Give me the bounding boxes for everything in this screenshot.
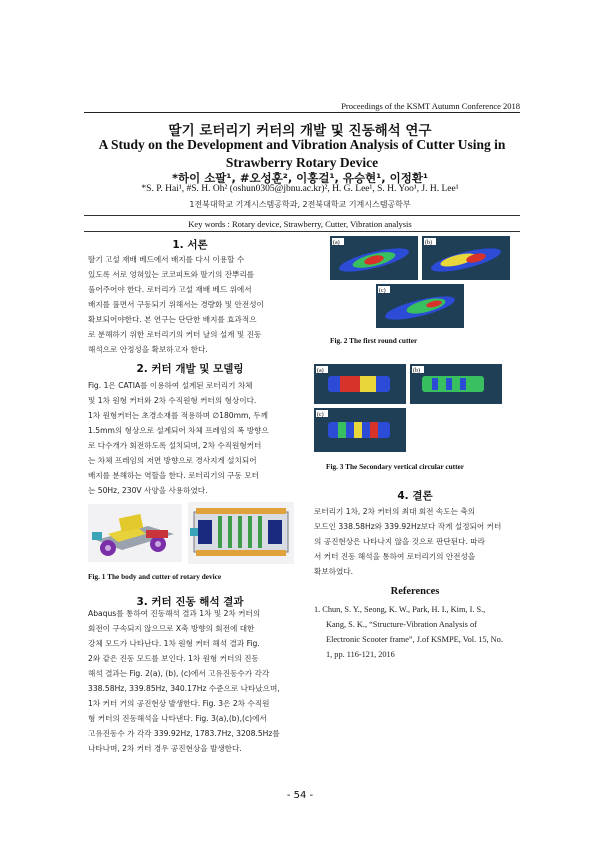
- text-line: 강체 모드가 나타난다. 1차 원형 커터 해석 결과 Fig.: [88, 639, 260, 648]
- section-modeling-body: [88, 378, 294, 498]
- panel-label-a: (a): [317, 368, 324, 374]
- section-analysis-body: [88, 606, 294, 756]
- text-line: 로 다수개가 회전하도록 설치되며, 2차 수직원형커터: [88, 441, 262, 450]
- text-line: 2와 같은 진동 모드를 보인다. 1차 원형 커터의 진동: [88, 654, 259, 663]
- text-line: 의 공진현상은 나타나지 않을 것으로 판단된다. 따라: [314, 537, 485, 546]
- header-rule: [84, 112, 520, 113]
- korean-authors: *하이 소팔¹, #오성훈², 이홍걸¹, 유승현¹, 이정환¹: [171, 171, 429, 185]
- fig2-fem-render: [330, 236, 510, 328]
- keywords-rule-top: [84, 215, 520, 216]
- reference-line: Electronic Scooter frame”, J.of KSMPE, Vol. 15, No.: [326, 635, 503, 644]
- fig1-caption: Fig. 1 The body and cutter of rotary device: [88, 572, 222, 581]
- references-list: [314, 602, 520, 662]
- text-line: 나타나며, 2차 커터 경우 공진현상을 발생한다.: [88, 744, 242, 753]
- keywords: Key words : Rotary device, Strawberry, Cutter, Vibration analysis: [188, 219, 412, 229]
- section-intro-body: [88, 252, 294, 357]
- keywords-rule-bottom: [84, 231, 520, 232]
- korean-title: 딸기 로터리기 커터의 개발 및 진동해석 연구: [168, 123, 432, 139]
- affiliation: 1전북대학교 기계시스템공학과, 2전북대학교 기계시스템공학부: [189, 200, 411, 209]
- text-line: 확보되어야한다. 본 연구는 단단한 배지를 효과적으: [88, 315, 257, 324]
- panel-label-a: (a): [333, 240, 340, 246]
- text-line: 해석으로 안정성을 확보하고자 한다.: [88, 345, 208, 354]
- rotary-body-render: [88, 504, 182, 562]
- english-title-line-2: Strawberry Rotary Device: [225, 155, 379, 170]
- reference-line: 1, pp. 116-121, 2016: [326, 650, 395, 659]
- text-line: 338.58Hz, 339.85Hz, 340.17Hz 수준으로 나타났으며,: [88, 684, 280, 693]
- text-line: 해석 결과는 Fig. 2(a), (b), (c)에서 고유진동수가 각각: [88, 669, 270, 678]
- rotary-cutter-render: [188, 502, 294, 564]
- fig2-image: [330, 236, 510, 328]
- fig3-caption: Fig. 3 The Secondary vertical circular cutter: [326, 462, 465, 471]
- fem-panel-b: [422, 376, 484, 392]
- text-line: Fig. 1은 CATIA를 이용하여 설계된 로터리기 차체: [88, 381, 253, 390]
- fig1-body-image: [88, 504, 182, 562]
- reference-line: 1. Chun, S. Y., Seong, K. W., Park, H. I., Kim, I. S.,: [314, 605, 486, 614]
- section-conclusion-body: [314, 504, 518, 579]
- fig1-cutter-image: [188, 502, 294, 564]
- reference-line: Kang, S. K., “Structure-Vibration Analysis of: [326, 620, 477, 629]
- fem-panel-c: [328, 422, 390, 438]
- references-heading: References: [390, 586, 440, 597]
- text-line: 로 분해하기 위한 로터리기의 커터 날의 설계 및 진동: [88, 330, 262, 339]
- text-line: 1차 원형커터는 초경소재를 적용하며 ∅180mm, 두께: [88, 411, 268, 420]
- text-line: 풀어주어야 한다. 로터리가 고설 재배 베드 위에서: [88, 285, 252, 294]
- text-line: 확보하였다.: [314, 567, 354, 576]
- page-number: - 54 -: [286, 790, 314, 801]
- text-line: 배지를 풀면서 구동되기 위해서는 경량화 및 안전성이: [88, 300, 264, 309]
- section-analysis-heading: 3. 커터 진동 해석 결과: [136, 596, 244, 608]
- text-line: 는 차체 프레임의 저면 방향으로 경사지게 설치되어: [88, 456, 257, 465]
- text-line: 형 커터의 진동해석을 나타낸다. Fig. 3(a),(b),(c)에서: [88, 714, 267, 723]
- text-line: 는 50Hz, 230V 사양을 사용하였다.: [88, 486, 208, 495]
- text-line: 로터리기 1차, 2차 커터의 최대 회전 속도는 축의: [314, 507, 476, 516]
- text-line: 고유진동수 가 각각 339.92Hz, 1783.7Hz, 3208.5Hz를: [88, 729, 280, 738]
- text-line: 모드인 338.58Hz와 339.92Hz보다 작게 설정되어 커터: [314, 522, 502, 531]
- panel-label-c: (c): [379, 288, 386, 294]
- fig2-caption: Fig. 2 The first round cutter: [330, 336, 418, 345]
- fig3-fem-render: [314, 364, 504, 452]
- text-line: 딸기 고설 재배 베드에서 배지를 다시 이용할 수: [88, 255, 245, 264]
- section-modeling-heading: 2. 커터 개발 및 모델링: [136, 363, 244, 375]
- proceedings-header: Proceedings of the KSMT Autumn Conference 2018: [341, 101, 520, 111]
- panel-label-c: (c): [317, 412, 324, 418]
- text-line: Abaqus를 통하여 진동해석 결과 1차 및 2차 커터의: [88, 609, 261, 618]
- english-title: [84, 136, 520, 172]
- english-authors: *S. P. Hai¹, #S. H. Oh² (oshun0305@jbnu.ac.kr)², H. G. Lee¹, S. H. Yoo¹, J. H. Lee¹: [141, 184, 459, 194]
- text-line: 서 커터 진동 해석을 통하여 로터리기의 안전성을: [314, 552, 476, 561]
- section-conclusion-heading: 4. 결론: [397, 490, 433, 502]
- text-line: 및 1차 원형 커터와 2차 수직원형 커터의 형상이다.: [88, 396, 257, 405]
- panel-label-b: (b): [413, 368, 420, 374]
- text-line: 1.5mm의 형상으로 설계되어 차체 프레임의 폭 방향으: [88, 426, 269, 435]
- section-intro-heading: 1. 서론: [172, 239, 208, 251]
- text-line: 있도록 서로 엉혀있는 코코피트와 딸기의 잔뿌리를: [88, 270, 255, 279]
- text-line: 1차 커터 거의 공진현상 발생한다. Fig. 3은 2차 수직원: [88, 699, 270, 708]
- text-line: 회전이 구속되지 않으므로 X축 방향의 회전에 대한: [88, 624, 255, 633]
- fig3-image: [314, 364, 504, 452]
- fem-panel-a: [328, 376, 390, 392]
- english-title-line-1: A Study on the Development and Vibration Analysis of Cutter Using in: [98, 137, 506, 152]
- panel-label-b: (b): [425, 240, 432, 246]
- text-line: 배지를 분해하는 역할을 한다. 로터리기의 구동 모터: [88, 471, 259, 480]
